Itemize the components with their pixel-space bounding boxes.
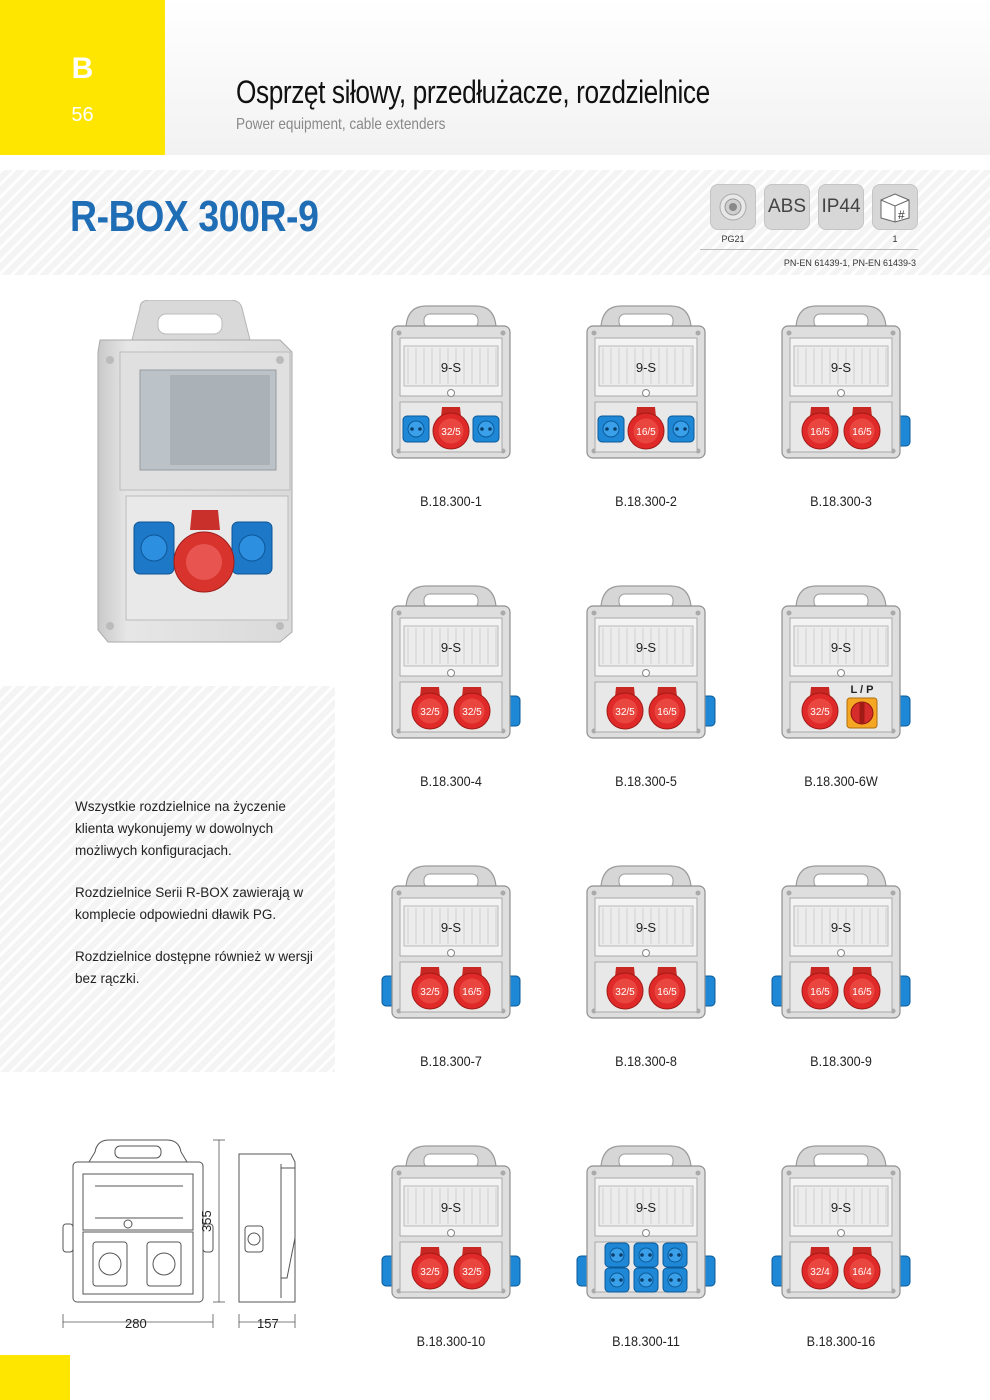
description-paragraph: Rozdzielnice dostępne również w wersji bez rączki. (75, 949, 313, 986)
socket-rating-label: 16/5 (462, 987, 482, 998)
product-name: R-BOX 300R-9 (70, 192, 319, 241)
description-paragraph: Rozdzielnice Serii R-BOX zawierają w komplecie odpowiedni dławik PG. (75, 885, 304, 922)
package-quantity-label: 1 (892, 234, 898, 244)
variant-diagram (768, 858, 918, 1023)
socket-rating-label: 16/5 (636, 427, 656, 438)
variant-code: B.18.300-2 (615, 493, 677, 509)
socket-rating-label: 32/5 (462, 707, 482, 718)
panel-label: 9-S (635, 1200, 657, 1215)
description (75, 796, 315, 1010)
section-letter: B (71, 52, 94, 85)
cable-gland-label: PG21 (721, 234, 745, 244)
socket-rating-label: 16/5 (852, 987, 872, 998)
norms-text: PN-EN 61439-1, PN-EN 61439-3 (783, 258, 916, 268)
dimension-drawing (55, 1128, 325, 1338)
variant-diagram (378, 298, 528, 463)
blue-socket-icon (598, 416, 624, 442)
panel-label: 9-S (830, 1200, 852, 1215)
variant-diagram (378, 578, 528, 743)
socket-rating-label: 16/5 (810, 427, 830, 438)
panel-label: 9-S (440, 1200, 462, 1215)
material-badge: ABS (764, 184, 810, 230)
blue-socket-icon (634, 1243, 658, 1267)
rotary-switch-icon (847, 684, 877, 728)
blue-socket-icon (634, 1268, 658, 1292)
panel-label: 9-S (635, 360, 657, 375)
variant-code: B.18.300-7 (420, 1053, 482, 1069)
panel-label: 9-S (440, 920, 462, 935)
variant-code: B.18.300-9 (810, 1053, 872, 1069)
norm-divider (700, 249, 918, 250)
blue-socket-icon (605, 1268, 629, 1292)
socket-rating-label: 32/5 (462, 1267, 482, 1278)
ip-rating-badge: IP44 (818, 184, 864, 230)
variant-diagram (573, 1138, 723, 1303)
variant-diagram (768, 1138, 918, 1303)
package-hash: # (898, 208, 905, 222)
variant-diagram (768, 578, 918, 743)
socket-rating-label: 32/5 (615, 707, 635, 718)
socket-rating-label: 16/5 (657, 987, 677, 998)
variant-diagram (378, 858, 528, 1023)
blue-socket-icon (403, 416, 429, 442)
blue-socket-icon (605, 1243, 629, 1267)
panel-label: 9-S (440, 360, 462, 375)
blue-socket-icon (663, 1243, 687, 1267)
page-title: Osprzęt siłowy, przedłużacze, rozdzielnice (236, 74, 710, 110)
variant-code: B.18.300-11 (612, 1333, 680, 1349)
socket-rating-label: 32/5 (441, 427, 461, 438)
variant-diagram (378, 1138, 528, 1303)
socket-rating-label: 32/5 (615, 987, 635, 998)
description-paragraph: Wszystkie rozdzielnice na życzenie klienta wykonujemy w dowolnych możliwych konfiguracjach. (75, 799, 286, 858)
socket-rating-label: 32/5 (420, 1267, 440, 1278)
product-photo (80, 300, 320, 645)
panel-label: 9-S (830, 640, 852, 655)
cable-gland-badge (710, 184, 756, 230)
variant-code: B.18.300-5 (615, 773, 677, 789)
blue-socket-icon (473, 416, 499, 442)
variant-code: B.18.300-8 (615, 1053, 677, 1069)
section-tab (0, 0, 165, 155)
socket-rating-label: 32/5 (420, 987, 440, 998)
panel-label: 9-S (635, 920, 657, 935)
page-number: 56 (71, 104, 94, 126)
variant-code: B.18.300-1 (420, 493, 482, 509)
panel-label: 9-S (440, 640, 462, 655)
cable-gland-icon (718, 192, 748, 222)
variant-diagram (573, 858, 723, 1023)
depth-dimension: 157 (257, 1316, 279, 1331)
variant-code: B.18.300-6W (804, 773, 878, 789)
socket-rating-label: 16/5 (657, 707, 677, 718)
switch-label: L / P (850, 684, 874, 696)
socket-rating-label: 32/5 (420, 707, 440, 718)
panel-label: 9-S (830, 920, 852, 935)
panel-label: 9-S (830, 360, 852, 375)
socket-rating-label: 32/4 (810, 1267, 830, 1278)
height-dimension: 355 (199, 1210, 214, 1232)
variant-diagram (573, 578, 723, 743)
variant-code: B.18.300-16 (806, 1333, 876, 1349)
variant-diagram (768, 298, 918, 463)
socket-rating-label: 16/4 (852, 1267, 872, 1278)
socket-rating-label: 16/5 (810, 987, 830, 998)
package-quantity-icon (877, 190, 913, 224)
bottom-tab (0, 1355, 70, 1400)
blue-socket-icon (663, 1268, 687, 1292)
variant-diagram (573, 298, 723, 463)
blue-socket-icon (668, 416, 694, 442)
variant-code: B.18.300-10 (416, 1333, 486, 1349)
panel-label: 9-S (635, 640, 657, 655)
socket-rating-label: 16/5 (852, 427, 872, 438)
package-badge (872, 184, 918, 230)
variant-code: B.18.300-4 (420, 773, 482, 789)
variant-code: B.18.300-3 (810, 493, 872, 509)
socket-rating-label: 32/5 (810, 707, 830, 718)
page-subtitle: Power equipment, cable extenders (236, 116, 446, 133)
width-dimension: 280 (125, 1316, 147, 1331)
